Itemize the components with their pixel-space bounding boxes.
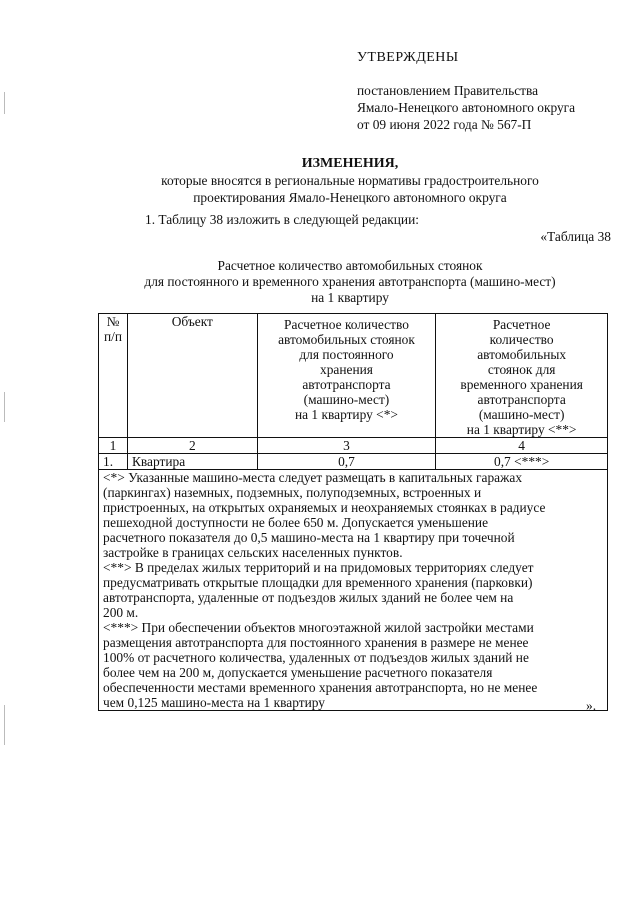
- header-line: Объект: [171, 314, 213, 329]
- table-title-line: Расчетное количество автомобильных стоянок: [217, 258, 483, 273]
- document-title: ИЗМЕНЕНИЯ,: [301, 156, 399, 171]
- subtitle-line: проектирования Ямало-Ненецкого автономного округа: [193, 190, 507, 205]
- table-header-row: [99, 314, 608, 438]
- table-numbering-row: [99, 438, 608, 454]
- decree-line: от 09 июня 2022 года № 567-П: [357, 117, 532, 132]
- row-object-cell: Квартира: [127, 454, 257, 470]
- note-line: застройке в границах сельских населенных пунктов.: [103, 545, 403, 560]
- subtitle-line: которые вносятся в региональные нормативы градостроительного: [161, 173, 539, 188]
- header-line: №: [106, 314, 120, 329]
- header-cell-object: [127, 314, 257, 438]
- note-line: размещения автотранспорта для постоянного хранения в размере не менее: [103, 635, 529, 650]
- header-line: Расчетное количество: [284, 317, 409, 332]
- table-title-line: на 1 квартиру: [311, 290, 389, 305]
- row-number-cell: 1.: [99, 454, 128, 470]
- item-1-text: 1. Таблицу 38 изложить в следующей редакции:: [145, 212, 419, 227]
- numbering-cell: 1: [99, 438, 128, 454]
- table-row: [99, 454, 608, 470]
- header-line: на 1 квартиру <*>: [294, 407, 398, 422]
- approved-heading: УТВЕРЖДЕНЫ: [357, 50, 459, 65]
- header-cell-permanent: [257, 314, 436, 438]
- header-cell-temporary: [436, 314, 608, 438]
- numbering-cell: 4: [436, 438, 608, 454]
- scan-edge-mark: [4, 705, 5, 745]
- note-line: пешеходной доступности не более 650 м. Допускается уменьшение: [103, 515, 489, 530]
- header-line: (машино-мест): [303, 392, 390, 407]
- note-line: 100% от расчетного количества, удаленных от подъездов жилых зданий не: [103, 650, 529, 665]
- table-title: [0, 258, 640, 306]
- header-line: (машино-мест): [478, 407, 565, 422]
- parking-table: [98, 313, 608, 711]
- table-title-line: для постоянного и временного хранения автотранспорта (машино-мест): [144, 274, 556, 289]
- note-line: расчетного показателя до 0,5 машино-места на 1 квартиру при точечной: [103, 530, 515, 545]
- header-cell-number: [99, 314, 128, 438]
- table-notes-row: [99, 470, 608, 711]
- header-line: временного хранения: [460, 377, 583, 392]
- header-line: стоянок для: [487, 362, 556, 377]
- note-line: (паркингах) наземных, подземных, полуподземных, встроенных и: [103, 485, 482, 500]
- note-line: автотранспорта, удаленные от подъездов жилых зданий не более чем на: [103, 590, 514, 605]
- scan-edge-mark: [4, 392, 5, 422]
- row-temporary-cell: 0,7 <***>: [436, 454, 608, 470]
- decree-line: постановлением Правительства: [357, 83, 539, 98]
- row-permanent-cell: 0,7: [257, 454, 436, 470]
- header-line: количество: [489, 332, 554, 347]
- document-subtitle: [0, 172, 640, 206]
- decree-block: [357, 82, 627, 133]
- note-line: чем 0,125 машино-места на 1 квартиру: [103, 695, 325, 710]
- table-label: «Таблица 38: [540, 229, 611, 244]
- note-line: более чем на 200 м, допускается уменьшение расчетного показателя: [103, 665, 493, 680]
- header-line: автомобильных: [477, 347, 567, 362]
- header-line: хранения: [320, 362, 373, 377]
- numbering-cell: 2: [127, 438, 257, 454]
- note-line: <***> При обеспечении объектов многоэтажной жилой застройки местами: [103, 620, 534, 635]
- note-line: 200 м.: [103, 605, 139, 620]
- numbering-cell: 3: [257, 438, 436, 454]
- note-line: <*> Указанные машино-места следует размещать в капитальных гаражах: [103, 470, 523, 485]
- notes-cell: [99, 470, 608, 711]
- header-line: для постоянного: [299, 347, 394, 362]
- note-line: <**> В пределах жилых территорий и на придомовых территориях следует: [103, 560, 534, 575]
- closing-quote: ».: [586, 698, 597, 713]
- header-line: на 1 квартиру <**>: [466, 422, 577, 437]
- header-line: автомобильных стоянок: [278, 332, 415, 347]
- header-line: автотранспорта: [302, 377, 391, 392]
- note-line: обеспеченности местами временного хранения автотранспорта, но не менее: [103, 680, 538, 695]
- note-line: предусматривать открытые площадки для временного хранения (парковки): [103, 575, 533, 590]
- header-line: автотранспорта: [477, 392, 566, 407]
- note-line: пристроенных, на открытых охраняемых и неохраняемых стоянках в радиусе: [103, 500, 546, 515]
- scan-edge-mark: [4, 92, 5, 114]
- header-line: Расчетное: [492, 317, 551, 332]
- header-line: п/п: [103, 329, 122, 344]
- decree-line: Ямало-Ненецкого автономного округа: [357, 100, 576, 115]
